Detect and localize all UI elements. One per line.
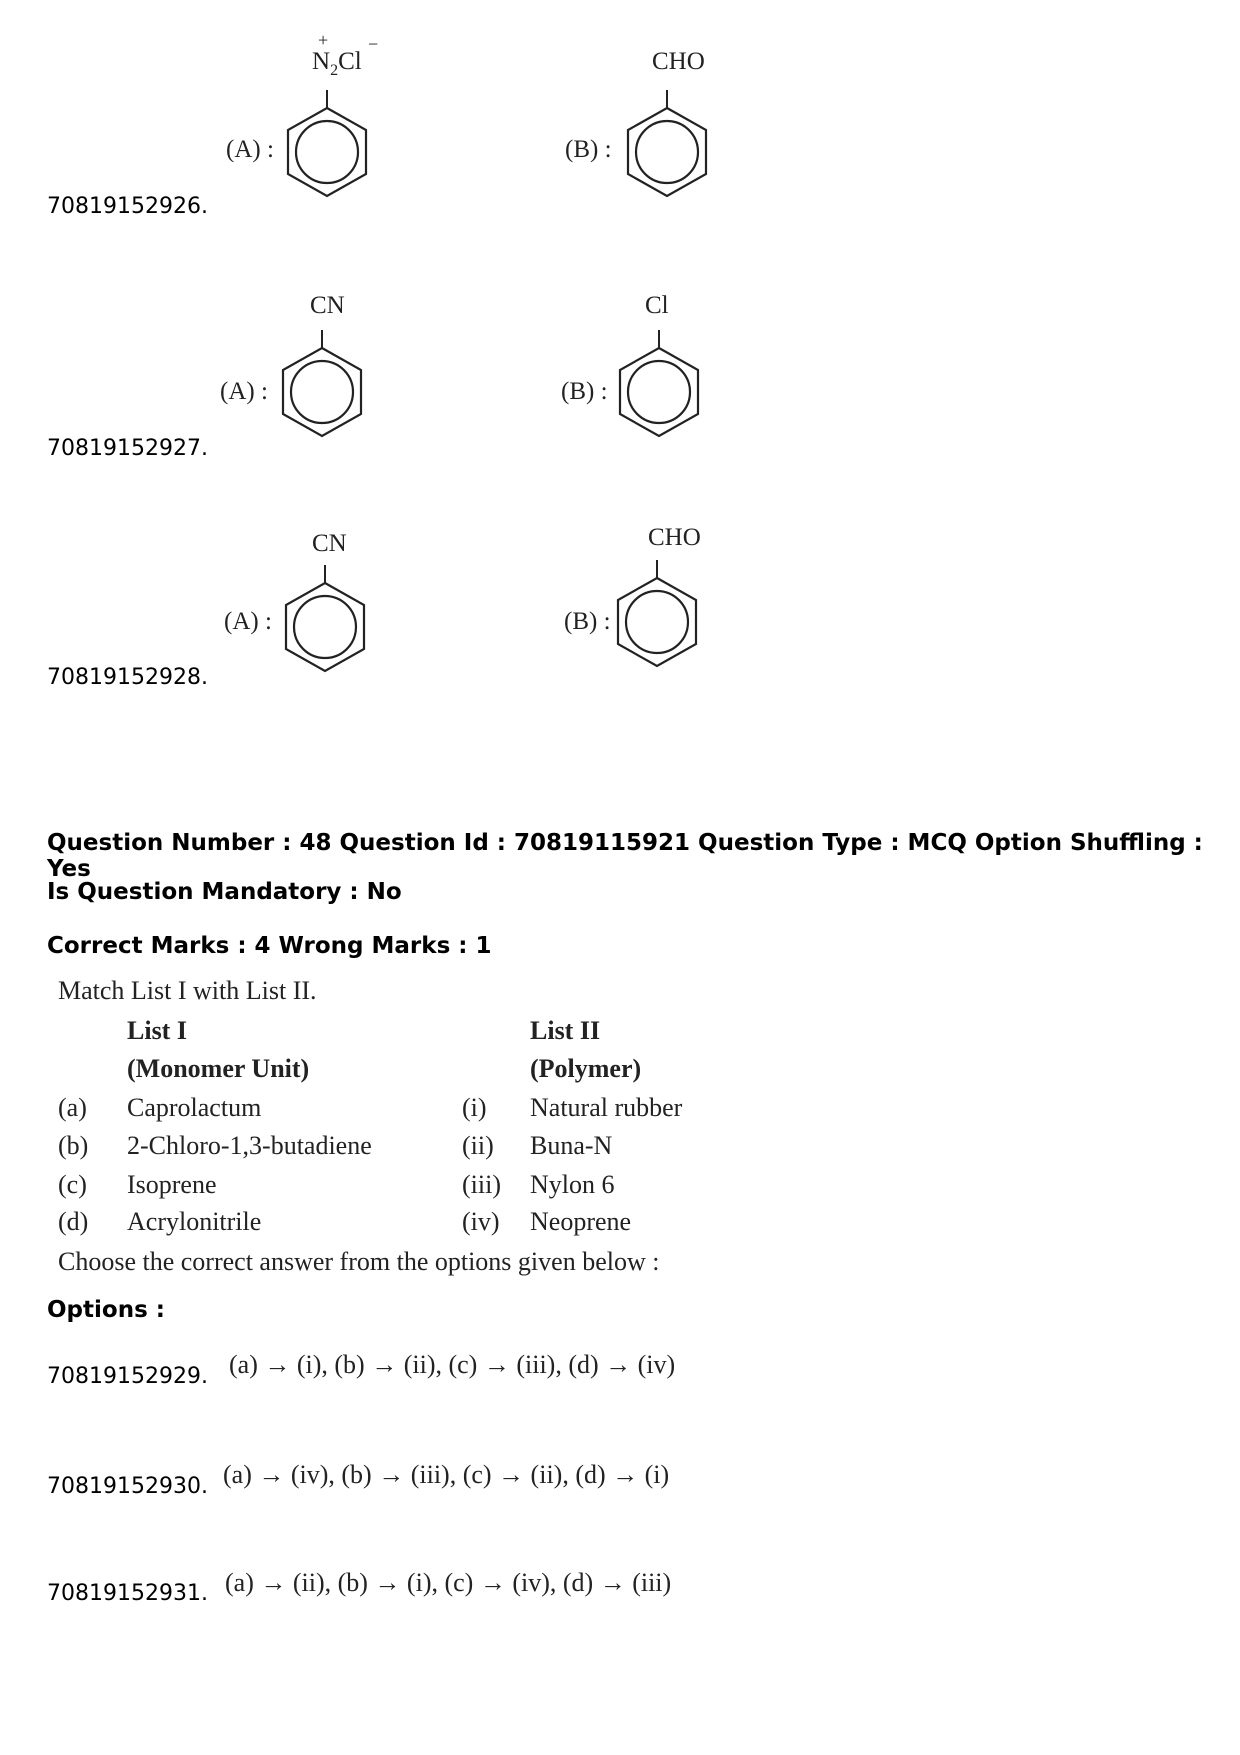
list2-value: Nylon 6 — [530, 1170, 615, 1199]
list1-value: Isoprene — [127, 1170, 217, 1199]
structure-a-label: (A) : — [220, 378, 268, 405]
options-label: Options : — [47, 1297, 165, 1323]
list1-key: (a) — [58, 1093, 87, 1122]
option-id: 70819152927. — [47, 436, 208, 461]
cn-group-label: CN — [310, 292, 345, 319]
structure-a-label: (A) : — [224, 608, 272, 635]
benzene-ring-icon — [278, 565, 378, 680]
list1-value: 2-Chloro-1,3-butadiene — [127, 1131, 372, 1160]
list1-key: (c) — [58, 1170, 87, 1199]
list2-subtitle: (Polymer) — [530, 1054, 642, 1083]
question-meta: Question Number : 48 Question Id : 70819115921 Question Type : MCQ Option Shuffling : Yes — [47, 830, 1203, 882]
plus-charge: + — [318, 30, 329, 50]
cn-group-label: CN — [312, 530, 347, 557]
benzene-ring-icon — [610, 560, 710, 675]
diazonium-group-label: $N_2Cl$ — [312, 48, 362, 79]
list1-title: List I — [127, 1016, 187, 1045]
option-id: 70819152931. — [47, 1581, 208, 1606]
list1-subtitle: (Monomer Unit) — [127, 1054, 310, 1083]
cl-group-label: Cl — [645, 292, 669, 319]
list2-value: Buna-N — [530, 1131, 613, 1160]
list2-value: Natural rubber — [530, 1093, 683, 1122]
choose-instruction: Choose the correct answer from the options given below : — [58, 1247, 660, 1276]
structure-b-label: (B) : — [565, 136, 612, 163]
minus-charge: − — [368, 34, 379, 54]
option-id: 70819152929. — [47, 1364, 208, 1389]
list1-value: Caprolactum — [127, 1093, 262, 1122]
option-id: 70819152926. — [47, 194, 208, 219]
structure-b-label: (B) : — [561, 378, 608, 405]
structure-b-label: (B) : — [564, 608, 611, 635]
list2-title: List II — [530, 1016, 601, 1045]
question-mandatory: Is Question Mandatory : No — [47, 879, 402, 905]
option-text[interactable]: (a) → (ii), (b) → (i), (c) → (iv), (d) → (iii) — [225, 1568, 672, 1597]
structure-a-label: (A) : — [226, 136, 274, 163]
list2-key: (iv) — [462, 1207, 500, 1236]
list1-key: (d) — [58, 1207, 89, 1236]
benzene-ring-icon — [280, 90, 380, 205]
list2-value: Neoprene — [530, 1207, 632, 1236]
benzene-ring-icon — [620, 90, 720, 205]
cho-group-label: CHO — [652, 48, 705, 75]
benzene-ring-icon — [612, 330, 712, 445]
option-text[interactable]: (a) → (iv), (b) → (iii), (c) → (ii), (d) → (i) — [223, 1460, 670, 1489]
option-text[interactable]: (a) → (i), (b) → (ii), (c) → (iii), (d) → (iv) — [229, 1350, 676, 1379]
option-id: 70819152930. — [47, 1474, 208, 1499]
list2-key: (i) — [462, 1093, 487, 1122]
benzene-ring-icon — [275, 330, 375, 445]
option-id: 70819152928. — [47, 665, 208, 690]
list1-key: (b) — [58, 1131, 89, 1160]
list2-key: (ii) — [462, 1131, 494, 1160]
question-marks: Correct Marks : 4 Wrong Marks : 1 — [47, 933, 492, 959]
cho-group-label: CHO — [648, 524, 701, 551]
list2-key: (iii) — [462, 1170, 501, 1199]
list1-value: Acrylonitrile — [127, 1207, 262, 1236]
question-intro: Match List I with List II. — [58, 976, 317, 1005]
